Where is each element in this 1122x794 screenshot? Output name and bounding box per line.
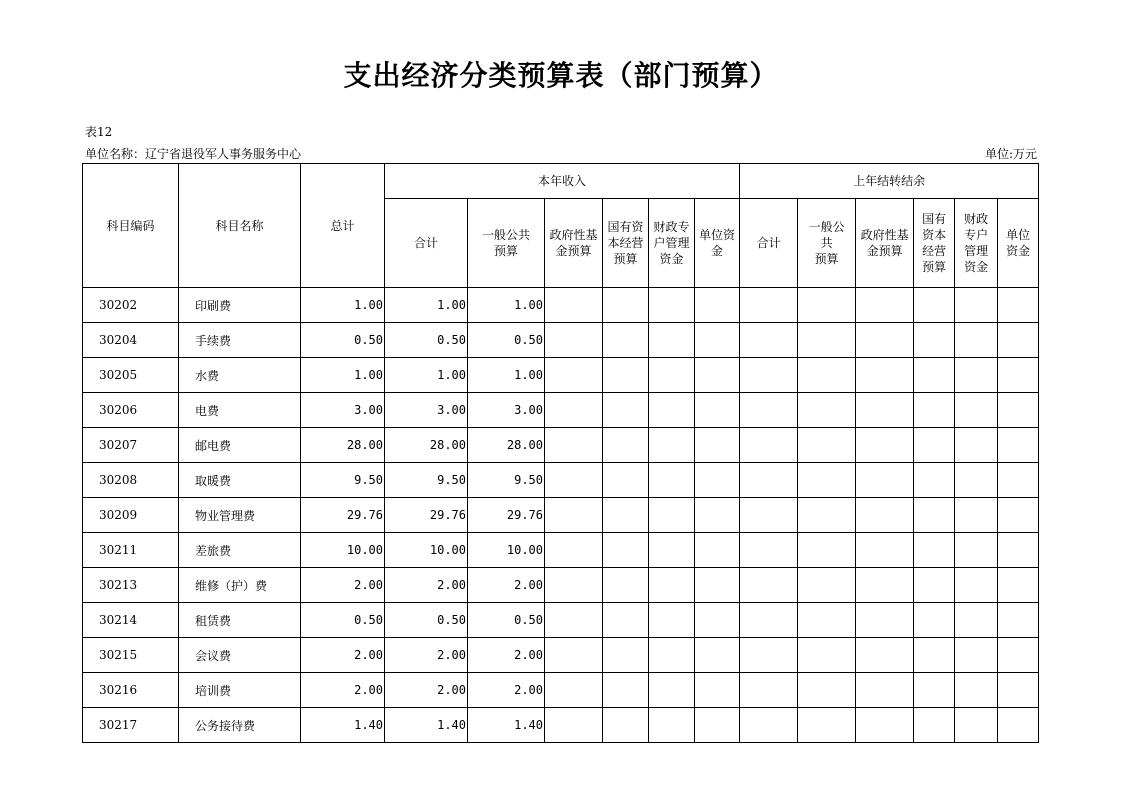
subject-name-cell: 手续费 [179, 323, 301, 358]
header-total: 总计 [301, 164, 385, 288]
total-cell: 2.00 [301, 673, 385, 708]
empty-cell [603, 393, 649, 428]
table-row [83, 393, 1039, 428]
subject-name-cell: 会议费 [179, 638, 301, 673]
empty-cell [649, 708, 695, 743]
general-budget-cell: 2.00 [468, 638, 545, 673]
empty-cell [649, 568, 695, 603]
empty-cell [695, 638, 740, 673]
general-budget-cell: 3.00 [468, 393, 545, 428]
empty-cell [545, 533, 603, 568]
table-row [83, 568, 1039, 603]
empty-cell [914, 673, 955, 708]
general-budget-cell: 1.00 [468, 288, 545, 323]
empty-cell [998, 533, 1039, 568]
current-sum-cell: 3.00 [385, 393, 468, 428]
header-name: 科目名称 [179, 164, 301, 288]
empty-cell [603, 288, 649, 323]
subject-name-cell: 邮电费 [179, 428, 301, 463]
empty-cell [955, 428, 998, 463]
header-carryover: 上年结转结余 [740, 164, 1039, 199]
table-row [83, 603, 1039, 638]
subject-name-cell: 水费 [179, 358, 301, 393]
empty-cell [856, 568, 914, 603]
empty-cell [740, 393, 798, 428]
empty-cell [798, 463, 856, 498]
empty-cell [545, 708, 603, 743]
general-budget-cell: 1.40 [468, 708, 545, 743]
empty-cell [955, 568, 998, 603]
carryover-col-header: 国有 资本 经营 预算 [914, 199, 955, 288]
subject-code-cell: 30217 [83, 708, 179, 743]
empty-cell [998, 498, 1039, 533]
total-cell: 1.00 [301, 358, 385, 393]
empty-cell [856, 323, 914, 358]
empty-cell [695, 463, 740, 498]
empty-cell [955, 498, 998, 533]
empty-cell [798, 358, 856, 393]
empty-cell [955, 323, 998, 358]
empty-cell [695, 323, 740, 358]
empty-cell [856, 673, 914, 708]
total-cell: 10.00 [301, 533, 385, 568]
total-cell: 0.50 [301, 603, 385, 638]
empty-cell [914, 498, 955, 533]
empty-cell [798, 393, 856, 428]
table-row [83, 323, 1039, 358]
empty-cell [914, 393, 955, 428]
total-cell: 0.50 [301, 323, 385, 358]
subject-code-cell: 30214 [83, 603, 179, 638]
empty-cell [695, 428, 740, 463]
current-year-col-header: 国有资 本经营 预算 [603, 199, 649, 288]
subject-name-cell: 公务接待费 [179, 708, 301, 743]
table-row [83, 638, 1039, 673]
subject-name-cell: 租赁费 [179, 603, 301, 638]
empty-cell [798, 533, 856, 568]
subject-code-cell: 30204 [83, 323, 179, 358]
empty-cell [740, 708, 798, 743]
empty-cell [740, 498, 798, 533]
total-cell: 1.40 [301, 708, 385, 743]
empty-cell [545, 603, 603, 638]
empty-cell [798, 708, 856, 743]
empty-cell [914, 603, 955, 638]
empty-cell [545, 288, 603, 323]
empty-cell [740, 288, 798, 323]
table-row [83, 673, 1039, 708]
empty-cell [649, 358, 695, 393]
empty-cell [856, 358, 914, 393]
current-sum-cell: 1.00 [385, 288, 468, 323]
unit-name: 单位名称：辽宁省退役军人事务服务中心 [85, 147, 302, 161]
currency-unit: 单位:万元 [984, 147, 1037, 161]
total-cell: 2.00 [301, 638, 385, 673]
empty-cell [545, 463, 603, 498]
general-budget-cell: 10.00 [468, 533, 545, 568]
empty-cell [998, 603, 1039, 638]
empty-cell [545, 393, 603, 428]
subject-code-cell: 30215 [83, 638, 179, 673]
carryover-col-header: 财政 专户 管理 资金 [955, 199, 998, 288]
subject-code-cell: 30211 [83, 533, 179, 568]
empty-cell [603, 638, 649, 673]
total-cell: 2.00 [301, 568, 385, 603]
empty-cell [603, 463, 649, 498]
empty-cell [695, 498, 740, 533]
empty-cell [798, 288, 856, 323]
current-sum-cell: 10.00 [385, 533, 468, 568]
empty-cell [603, 428, 649, 463]
empty-cell [649, 638, 695, 673]
empty-cell [955, 638, 998, 673]
empty-cell [545, 428, 603, 463]
subject-name-cell: 印刷费 [179, 288, 301, 323]
total-cell: 1.00 [301, 288, 385, 323]
empty-cell [955, 358, 998, 393]
current-sum-cell: 2.00 [385, 568, 468, 603]
current-year-col-header: 财政专 户管理 资金 [649, 199, 695, 288]
empty-cell [998, 568, 1039, 603]
empty-cell [955, 288, 998, 323]
empty-cell [603, 533, 649, 568]
empty-cell [998, 638, 1039, 673]
empty-cell [914, 288, 955, 323]
table-row [83, 463, 1039, 498]
empty-cell [914, 638, 955, 673]
empty-cell [603, 673, 649, 708]
empty-cell [955, 708, 998, 743]
empty-cell [914, 323, 955, 358]
empty-cell [740, 603, 798, 638]
subject-code-cell: 30206 [83, 393, 179, 428]
empty-cell [914, 428, 955, 463]
subject-code-cell: 30205 [83, 358, 179, 393]
current-year-col-header: 合计 [385, 199, 468, 288]
empty-cell [695, 708, 740, 743]
page-title: 支出经济分类预算表（部门预算） [343, 59, 779, 92]
current-sum-cell: 2.00 [385, 673, 468, 708]
subject-name-cell: 培训费 [179, 673, 301, 708]
general-budget-cell: 28.00 [468, 428, 545, 463]
current-year-col-header: 单位资 金 [695, 199, 740, 288]
table-row [83, 428, 1039, 463]
general-budget-cell: 2.00 [468, 673, 545, 708]
empty-cell [998, 428, 1039, 463]
subject-code-cell: 30213 [83, 568, 179, 603]
current-year-col-header: 政府性基 金预算 [545, 199, 603, 288]
total-cell: 9.50 [301, 463, 385, 498]
empty-cell [649, 498, 695, 533]
subject-name-cell: 电费 [179, 393, 301, 428]
empty-cell [998, 358, 1039, 393]
empty-cell [914, 533, 955, 568]
unit-info-row [85, 146, 1037, 162]
empty-cell [856, 288, 914, 323]
carryover-col-header: 单位 资金 [998, 199, 1039, 288]
subject-code-cell: 30207 [83, 428, 179, 463]
empty-cell [856, 603, 914, 638]
empty-cell [649, 288, 695, 323]
empty-cell [740, 673, 798, 708]
empty-cell [798, 673, 856, 708]
empty-cell [740, 428, 798, 463]
subject-code-cell: 30209 [83, 498, 179, 533]
empty-cell [798, 638, 856, 673]
empty-cell [998, 708, 1039, 743]
carryover-col-header: 政府性基 金预算 [856, 199, 914, 288]
table-row [83, 358, 1039, 393]
empty-cell [998, 288, 1039, 323]
general-budget-cell: 29.76 [468, 498, 545, 533]
budget-table [82, 163, 1039, 743]
empty-cell [955, 463, 998, 498]
empty-cell [798, 498, 856, 533]
table-row [83, 288, 1039, 323]
empty-cell [545, 568, 603, 603]
empty-cell [649, 533, 695, 568]
empty-cell [545, 673, 603, 708]
empty-cell [955, 673, 998, 708]
total-cell: 3.00 [301, 393, 385, 428]
current-year-col-header: 一般公共 预算 [468, 199, 545, 288]
empty-cell [603, 708, 649, 743]
empty-cell [545, 358, 603, 393]
subject-code-cell: 30216 [83, 673, 179, 708]
total-cell: 28.00 [301, 428, 385, 463]
empty-cell [998, 463, 1039, 498]
empty-cell [740, 638, 798, 673]
empty-cell [695, 673, 740, 708]
empty-cell [649, 603, 695, 638]
empty-cell [998, 393, 1039, 428]
empty-cell [955, 393, 998, 428]
empty-cell [695, 288, 740, 323]
empty-cell [856, 463, 914, 498]
empty-cell [695, 393, 740, 428]
empty-cell [798, 568, 856, 603]
empty-cell [740, 323, 798, 358]
empty-cell [649, 428, 695, 463]
general-budget-cell: 1.00 [468, 358, 545, 393]
empty-cell [856, 533, 914, 568]
subject-name-cell: 差旅费 [179, 533, 301, 568]
empty-cell [649, 393, 695, 428]
current-sum-cell: 28.00 [385, 428, 468, 463]
empty-cell [649, 673, 695, 708]
table-row [83, 498, 1039, 533]
empty-cell [740, 568, 798, 603]
empty-cell [695, 568, 740, 603]
current-sum-cell: 1.00 [385, 358, 468, 393]
empty-cell [740, 463, 798, 498]
empty-cell [695, 533, 740, 568]
general-budget-cell: 2.00 [468, 568, 545, 603]
empty-cell [740, 533, 798, 568]
subject-name-cell: 物业管理费 [179, 498, 301, 533]
empty-cell [856, 428, 914, 463]
current-sum-cell: 9.50 [385, 463, 468, 498]
empty-cell [914, 568, 955, 603]
empty-cell [603, 358, 649, 393]
empty-cell [649, 463, 695, 498]
empty-cell [856, 708, 914, 743]
table-row [83, 708, 1039, 743]
empty-cell [798, 603, 856, 638]
current-sum-cell: 1.40 [385, 708, 468, 743]
empty-cell [856, 638, 914, 673]
subject-name-cell: 取暖费 [179, 463, 301, 498]
empty-cell [856, 393, 914, 428]
empty-cell [545, 323, 603, 358]
empty-cell [695, 603, 740, 638]
empty-cell [545, 498, 603, 533]
subject-code-cell: 30208 [83, 463, 179, 498]
empty-cell [955, 533, 998, 568]
subject-name-cell: 维修（护）费 [179, 568, 301, 603]
empty-cell [649, 323, 695, 358]
empty-cell [955, 603, 998, 638]
empty-cell [740, 358, 798, 393]
empty-cell [603, 323, 649, 358]
general-budget-cell: 9.50 [468, 463, 545, 498]
empty-cell [603, 603, 649, 638]
general-budget-cell: 0.50 [468, 323, 545, 358]
current-sum-cell: 0.50 [385, 603, 468, 638]
header-code: 科目编码 [83, 164, 179, 288]
table-row [83, 533, 1039, 568]
empty-cell [798, 428, 856, 463]
empty-cell [798, 323, 856, 358]
header-current-year: 本年收入 [385, 164, 740, 199]
carryover-col-header: 一般公 共 预算 [798, 199, 856, 288]
empty-cell [603, 498, 649, 533]
carryover-col-header: 合计 [740, 199, 798, 288]
current-sum-cell: 2.00 [385, 638, 468, 673]
empty-cell [914, 708, 955, 743]
subject-code-cell: 30202 [83, 288, 179, 323]
empty-cell [998, 673, 1039, 708]
total-cell: 29.76 [301, 498, 385, 533]
table-number: 表12 [85, 125, 113, 139]
empty-cell [603, 568, 649, 603]
empty-cell [914, 358, 955, 393]
empty-cell [695, 358, 740, 393]
general-budget-cell: 0.50 [468, 603, 545, 638]
empty-cell [545, 638, 603, 673]
current-sum-cell: 29.76 [385, 498, 468, 533]
current-sum-cell: 0.50 [385, 323, 468, 358]
empty-cell [914, 463, 955, 498]
empty-cell [856, 498, 914, 533]
empty-cell [998, 323, 1039, 358]
